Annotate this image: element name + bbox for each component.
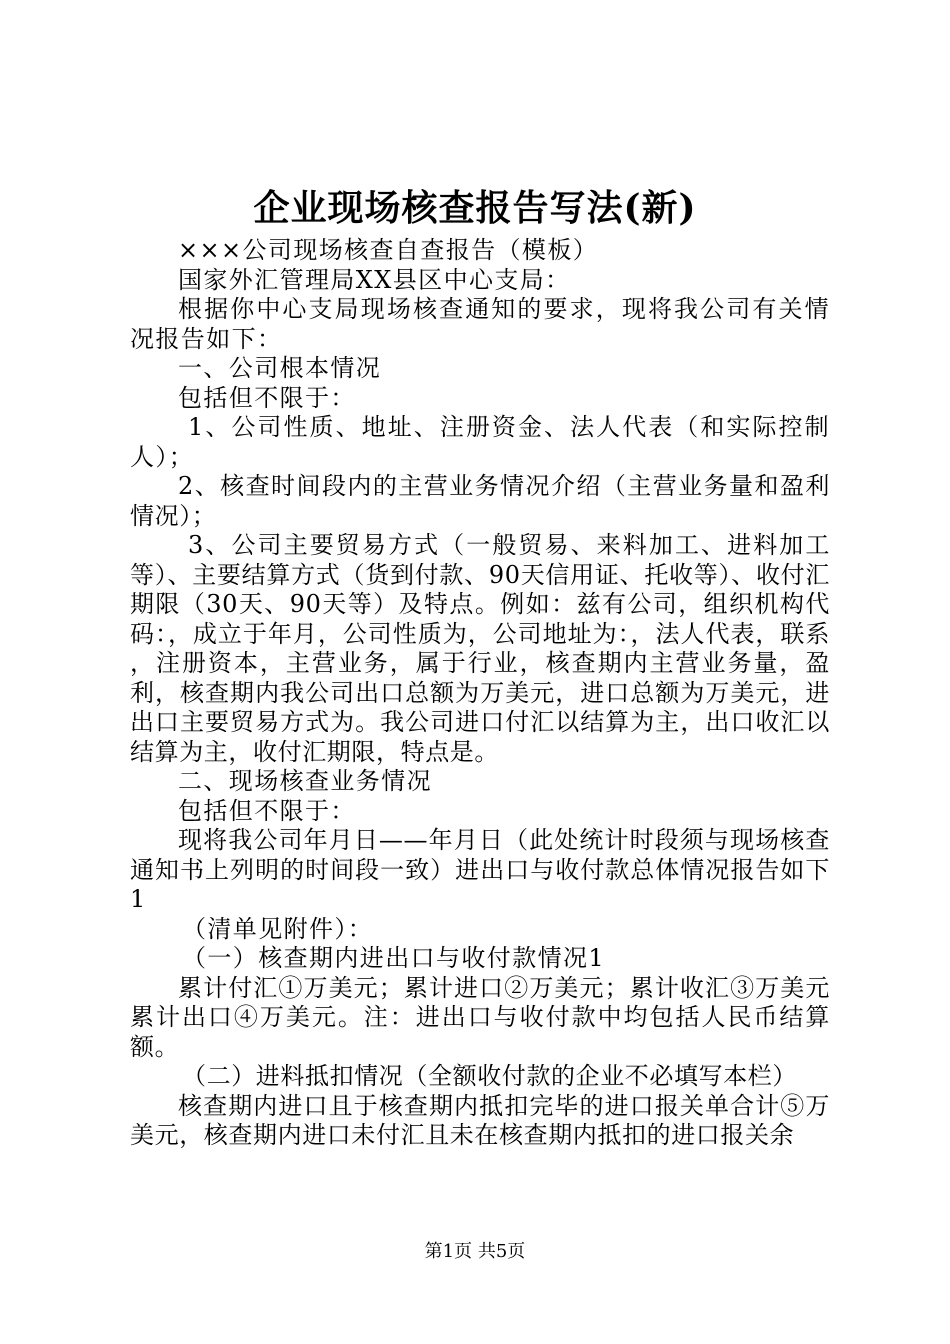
document-body xyxy=(130,236,863,1151)
paragraph-overall-report: 现将我公司年月日——年月日（此处统计时段须与现场核查通知书上列明的时间段一致）进出口与收付款总体情况报告如下1 xyxy=(130,826,830,913)
document-title: 企业现场核查报告写法(新) xyxy=(253,187,697,229)
paragraph-including-2: 包括但不限于： xyxy=(178,796,356,825)
paragraph-deduction-details: 核查期内进口且于核查期内抵扣完毕的进口报关单合计⑤万美元，核查期内进口未付汇且未在核查期内抵扣的进口报关余 xyxy=(130,1091,830,1149)
paragraph-report-heading: ×××公司现场核查自查报告（模板） xyxy=(178,236,599,264)
list-item-company-nature: 1、公司性质、地址、注册资金、法人代表（和实际控制人）； xyxy=(130,413,830,471)
paragraph-cumulative-amounts: 累计付汇①万美元；累计进口②万美元；累计收汇③万美元累计出口④万美元。注：进出口与收付款中均包括人民币结算额。 xyxy=(130,973,830,1061)
subsection-heading-deduction: （二）进料抵扣情况（全额收付款的企业不必填写本栏） xyxy=(182,1062,797,1090)
section-heading-company-basics: 一、公司根本情况 xyxy=(178,354,382,382)
paragraph-intro: 根据你中心支局现场核查通知的要求，现将我公司有关情况报告如下： xyxy=(130,295,830,353)
paragraph-addressee: 国家外汇管理局XX县区中心支局： xyxy=(178,265,571,294)
paragraph-attachment-note: （清单见附件）： xyxy=(182,914,374,943)
page-footer: 第1页 共5页 xyxy=(424,1241,526,1262)
subsection-heading-import-export: （一）核查期内进出口与收付款情况1 xyxy=(182,944,606,972)
section-heading-onsite-review: 二、现场核查业务情况 xyxy=(178,767,432,795)
list-item-main-business: 2、核查时间段内的主营业务情况介绍（主营业务量和盈利情况）； xyxy=(130,472,830,530)
paragraph-including: 包括但不限于： xyxy=(178,383,356,412)
list-item-trade-methods: 3、公司主要贸易方式（一般贸易、来料加工、进料加工等）、主要结算方式（货到付款、90天信用证、托收等）、收付汇期限（30天、90天等）及特点。例如：兹有公司，组织机构代码：，成立于年月，公司性质为，公司地址为：，法人代表，联系 ，注册资本，主营业务，属于行业，核查期内主营业务量，盈利，核查期内我公司出口总额为万美元，进口总额为万美元，进出口主要贸易方式为。我公司进口付汇以结算为主，出口收汇以结算为主，收付汇期限，特点是。 xyxy=(130,531,863,766)
